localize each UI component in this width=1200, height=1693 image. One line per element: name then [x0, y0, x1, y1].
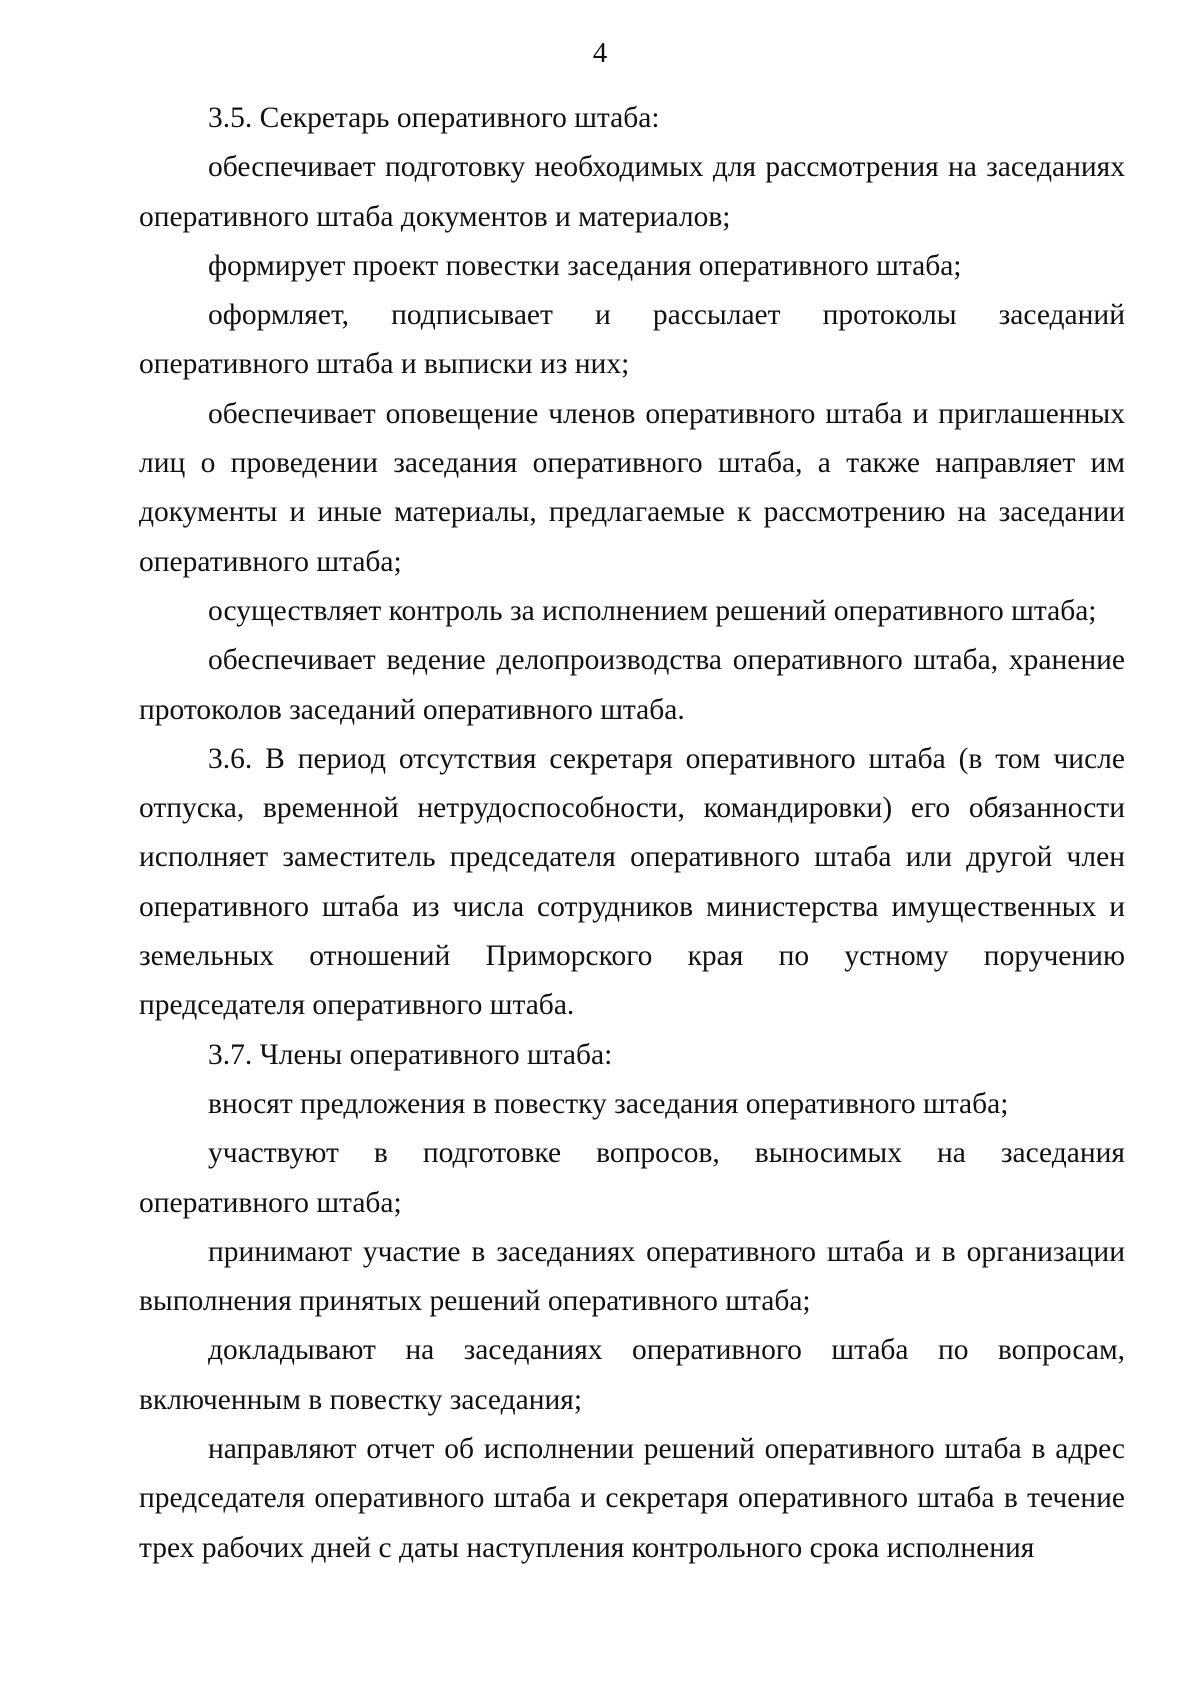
document-body: [139, 94, 1125, 1573]
paragraph-3-7-heading: 3.7. Члены оперативного штаба:: [208, 1038, 613, 1071]
paragraph-secretary-signs-protocols: оформляет, подписывает и рассылает протоколы заседаний оперативного штаба и выписки из них;: [139, 299, 1125, 381]
paragraph-3-6-secretary-absence: 3.6. В период отсутствия секретаря оперативного штаба (в том числе отпуска, временной нетрудоспособности, командировки) его обязанности исполняет заместитель председателя оперативного штаба или другой член оперативного штаба из числа сотрудников министерства имущественных и земельных отношений Приморского края по устному поручению председателя оперативного штаба.: [139, 742, 1125, 1022]
paragraph-3-5-heading: 3.5. Секретарь оперативного штаба:: [208, 102, 660, 134]
paragraph-secretary-records-management: обеспечивает ведение делопроизводства оперативного штаба, хранение протоколов заседаний оперативного штаба.: [139, 644, 1125, 726]
paragraph-secretary-forms-agenda: формирует проект повестки заседания оперативного штаба;: [208, 249, 962, 282]
paragraph-secretary-controls-execution: осуществляет контроль за исполнением решений оперативного штаба;: [208, 594, 1097, 627]
paragraph-members-report: докладывают на заседаниях оперативного штаба по вопросам, включенным в повестку заседания;: [139, 1334, 1125, 1416]
paragraph-members-send-report: направляют отчет об исполнении решений оперативного штаба в адрес председателя оперативного штаба и секретаря оперативного штаба в течение трех рабочих дней с даты наступления контрольного срока исполнения: [139, 1433, 1125, 1564]
paragraph-members-agenda-proposals: вносят предложения в повестку заседания оперативного штаба;: [208, 1087, 1009, 1120]
paragraph-secretary-prepares-documents: обеспечивает подготовку необходимых для рассмотрения на заседаниях оперативного штаба документов и материалов;: [139, 151, 1125, 233]
paragraph-secretary-notifies-members: обеспечивает оповещение членов оперативного штаба и приглашенных лиц о проведении заседания оперативного штаба, а также направляет им документы и иные материалы, предлагаемые к рассмотрению на заседании оперативного штаба;: [139, 397, 1125, 578]
paragraph-members-participate: принимают участие в заседаниях оперативного штаба и в организации выполнения принятых решений оперативного штаба;: [139, 1235, 1125, 1318]
page-number: 4: [592, 37, 608, 69]
paragraph-members-prepare-questions: участвуют в подготовке вопросов, выносимых на заседания оперативного штаба;: [139, 1137, 1125, 1219]
